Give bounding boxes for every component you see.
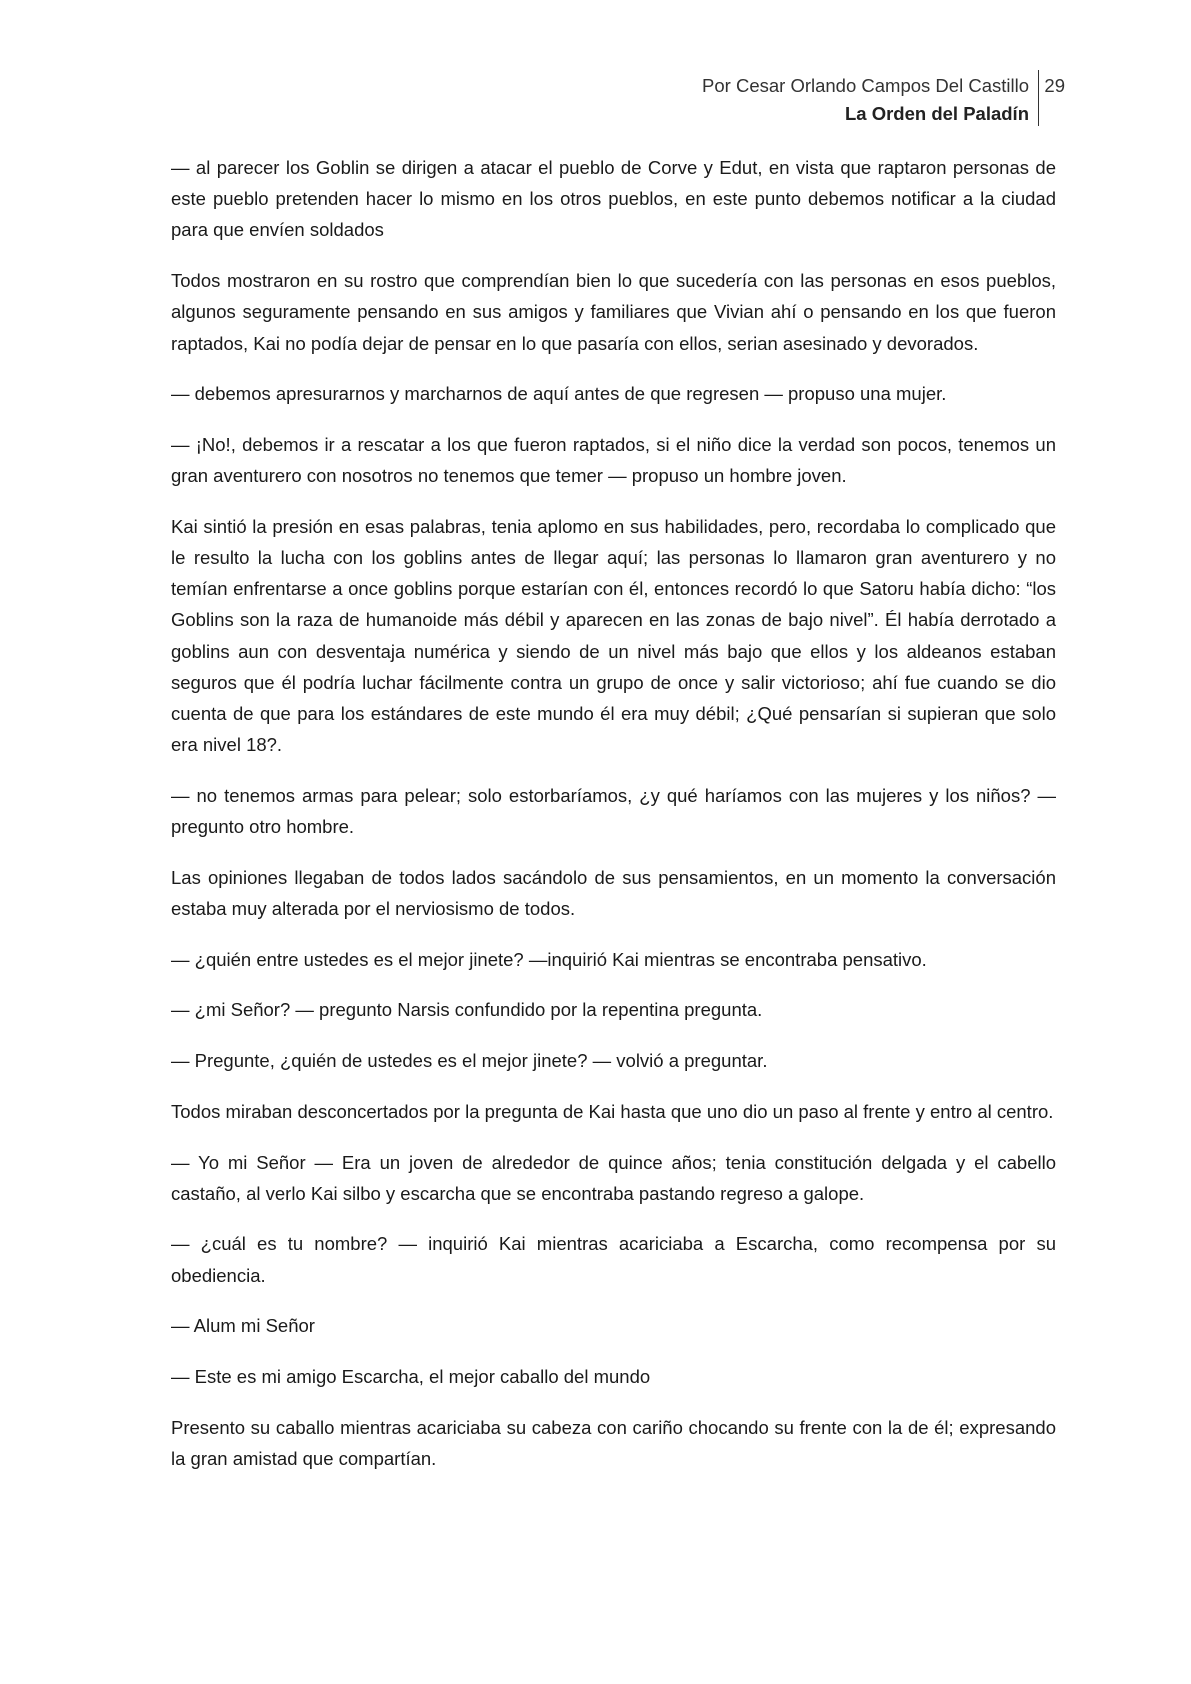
body-text [171, 152, 1056, 1494]
paragraph: — Alum mi Señor [171, 1315, 315, 1337]
paragraph: — al parecer los Goblin se dirigen a atacar el pueblo de Corve y Edut, en vista que raptaron personas de este pueblo pretenden hacer lo mismo en los otros pueblos, en este punto debemos notificar a la ciudad para que envíen soldados [171, 157, 1056, 241]
paragraph: — debemos apresurarnos y marcharnos de aquí antes de que regresen — propuso una mujer. [171, 383, 947, 405]
paragraph: — no tenemos armas para pelear; solo estorbaríamos, ¿y qué haríamos con las mujeres y los niños? — pregunto otro hombre. [171, 784, 1056, 838]
paragraph: — ¿cuál es tu nombre? — inquirió Kai mientras acariciaba a Escarcha, como recompensa por su obediencia. [171, 1233, 1056, 1286]
paragraph: — ¿mi Señor? — pregunto Narsis confundido por la repentina pregunta. [171, 999, 763, 1021]
header-author: Por Cesar Orlando Campos Del Castillo [702, 75, 1029, 96]
paragraph: Kai sintió la presión en esas palabras, tenia aplomo en sus habilidades, pero, recordaba lo complicado que le resulto la lucha con los goblins antes de llegar aquí; las personas lo llamaron gran aventurero y no temían enfrentarse a once goblins porque estarían con él, entonces recordó lo que Satoru había dicho: “los Goblins son la raza de humanoide más débil y aparecen en las zonas de bajo nivel”. Él había derrotado a goblins aun con desventaja numérica y siendo de un nivel más bajo que ellos y los aldeanos estaban seguros que él podría luchar fácilmente contra un grupo de once y salir victorioso; ahí fue cuando se dio cuenta de que para los estándares de este mundo él era muy débil; ¿Qué pensarían si supieran que solo era nivel 18?. [171, 515, 1056, 756]
paragraph: Presento su caballo mientras acariciaba su cabeza con cariño chocando su frente con la de él; expresando la gran amistad que compartían. [171, 1416, 1056, 1469]
paragraph: — ¡No!, debemos ir a rescatar a los que fueron raptados, si el niño dice la verdad son pocos, tenemos un gran aventurero con nosotros no tenemos que temer — propuso un hombre joven. [171, 433, 1056, 487]
page-number: 29 [1044, 75, 1065, 96]
paragraph: Las opiniones llegaban de todos lados sacándolo de sus pensamientos, en un momento la conversación estaba muy alterada por el nerviosismo de todos. [171, 866, 1056, 920]
paragraph: — Yo mi Señor — Era un joven de alrededor de quince años; tenia constitución delgada y el cabello castaño, al verlo Kai silbo y escarcha que se encontraba pastando regreso a galope. [171, 1151, 1056, 1204]
paragraph: — ¿quién entre ustedes es el mejor jinete? —inquirió Kai mientras se encontraba pensativo. [171, 948, 927, 970]
header-divider [1038, 70, 1039, 126]
paragraph: Todos miraban desconcertados por la pregunta de Kai hasta que uno dio un paso al frente y entro al centro. [171, 1100, 1054, 1122]
header-book-title: La Orden del Paladín [844, 103, 1029, 124]
paragraph: Todos mostraron en su rostro que comprendían bien lo que sucedería con las personas en esos pueblos, algunos seguramente pensando en sus amigos y familiares que Vivian ahí o pensando en los que fueron raptados, Kai no podía dejar de pensar en lo que pasaría con ellos, serian asesinado y devorados. [171, 270, 1056, 354]
paragraph: — Pregunte, ¿quién de ustedes es el mejor jinete? — volvió a preguntar. [171, 1050, 768, 1072]
page-header [505, 70, 1065, 126]
header-text-block [702, 72, 1029, 128]
paragraph: — Este es mi amigo Escarcha, el mejor caballo del mundo [171, 1366, 651, 1388]
